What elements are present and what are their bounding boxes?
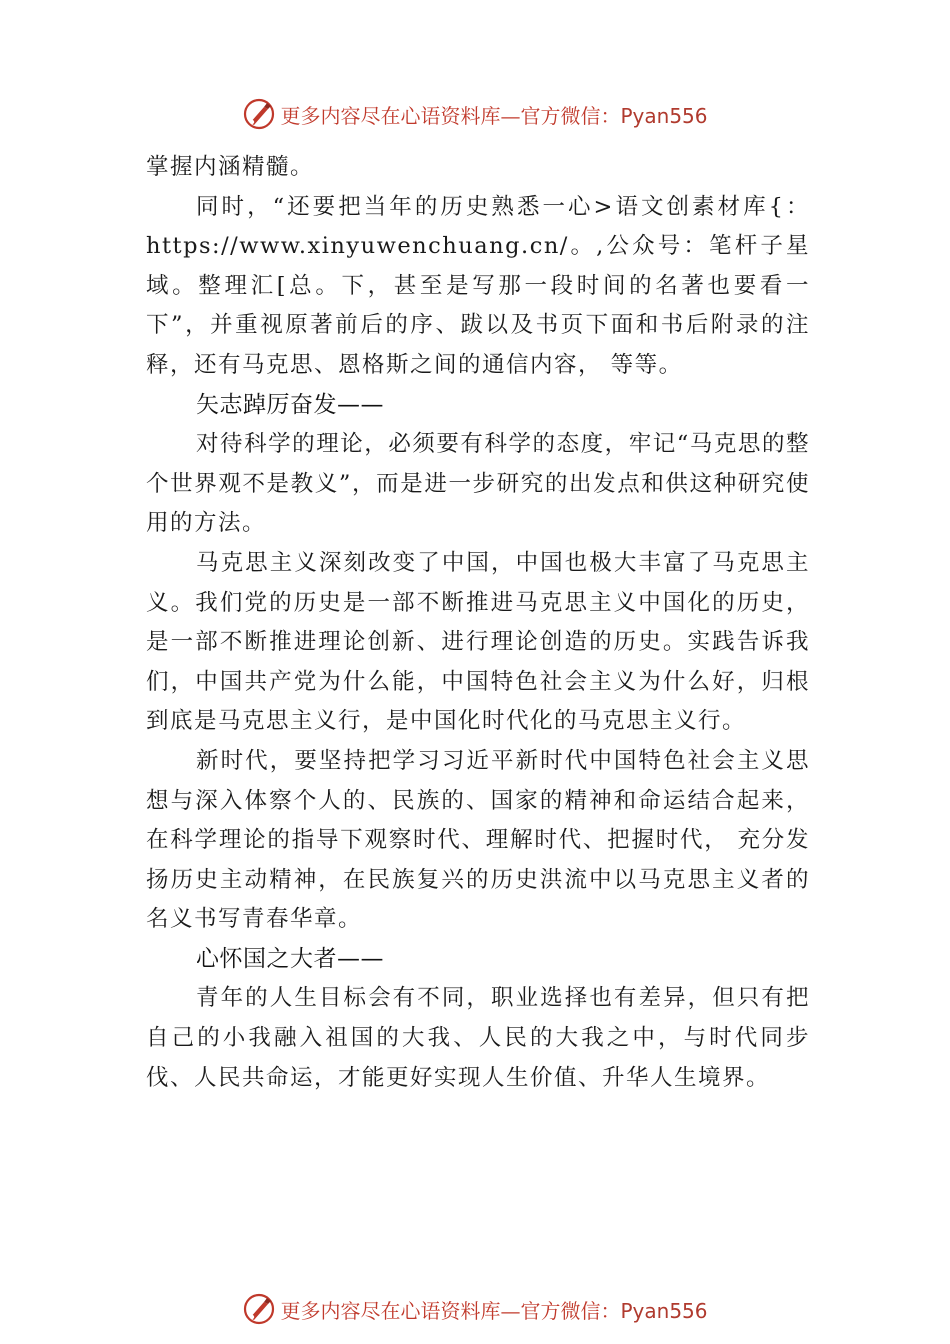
paragraph: 对待科学的理论，必须要有科学的态度，牢记“马克思的整个世界观不是教义”，而是进一步研究的出发点和供这种研究使用的方法。 [146,431,810,537]
paragraph: 掌握内涵精髓。 [146,154,315,180]
wechat-id: Pyan556 [620,103,708,128]
paragraph: 新时代，要坚持把学习习近平新时代中国特色社会主义思想与深入体察个人的、民族的、国家的精神和命运结合起来，在科学理论的指导下观察时代、理解时代、把握时代， 充分发扬历史主动精神，在民族复兴的历史洪流中以马克思主义者的名义书写青春华章。 [146,747,810,933]
wechat-id: Pyan556 [620,1298,708,1323]
section-heading: 矢志踔厉奋发—— [196,391,384,418]
section-heading: 心怀国之大者—— [196,945,384,972]
document-body [146,148,810,1098]
footer-banner-text: 更多内容尽在心语资料库—官方微信：Pyan556 [280,1298,708,1323]
pen-seal-icon [242,1292,276,1326]
header-banner-text: 更多内容尽在心语资料库—官方微信：Pyan556 [280,103,708,128]
paragraph: 同时，“还要把当年的历史熟悉一心>语文创素材库{：https://www.xinyuwenchuang.cn/。,公众号：笔杆子星域。整理汇[总。下，甚至是写那一段时间的名著也要看一下”，并重视原著前后的序、跋以及书页下面和书后附录的注释，还有马克思、恩格斯之间的通信内容， 等等。 [146,193,810,378]
paragraph: 青年的人生目标会有不同，职业选择也有差异，但只有把自己的小我融入祖国的大我、人民的大我之中，与时代同步伐、人民共命运，才能更好实现人生价值、升华人生境界。 [146,985,810,1091]
paragraph: 马克思主义深刻改变了中国，中国也极大丰富了马克思主义。我们党的历史是一部不断推进马克思主义中国化的历史，是一部不断推进理论创新、进行理论创造的历史。实践告诉我们，中国共产党为什么能，中国特色社会主义为什么好，归根到底是马克思主义行，是中国化时代化的马克思主义行。 [146,549,810,735]
pen-seal-icon [242,97,276,131]
footer-banner [0,1289,950,1329]
header-banner [0,94,950,134]
